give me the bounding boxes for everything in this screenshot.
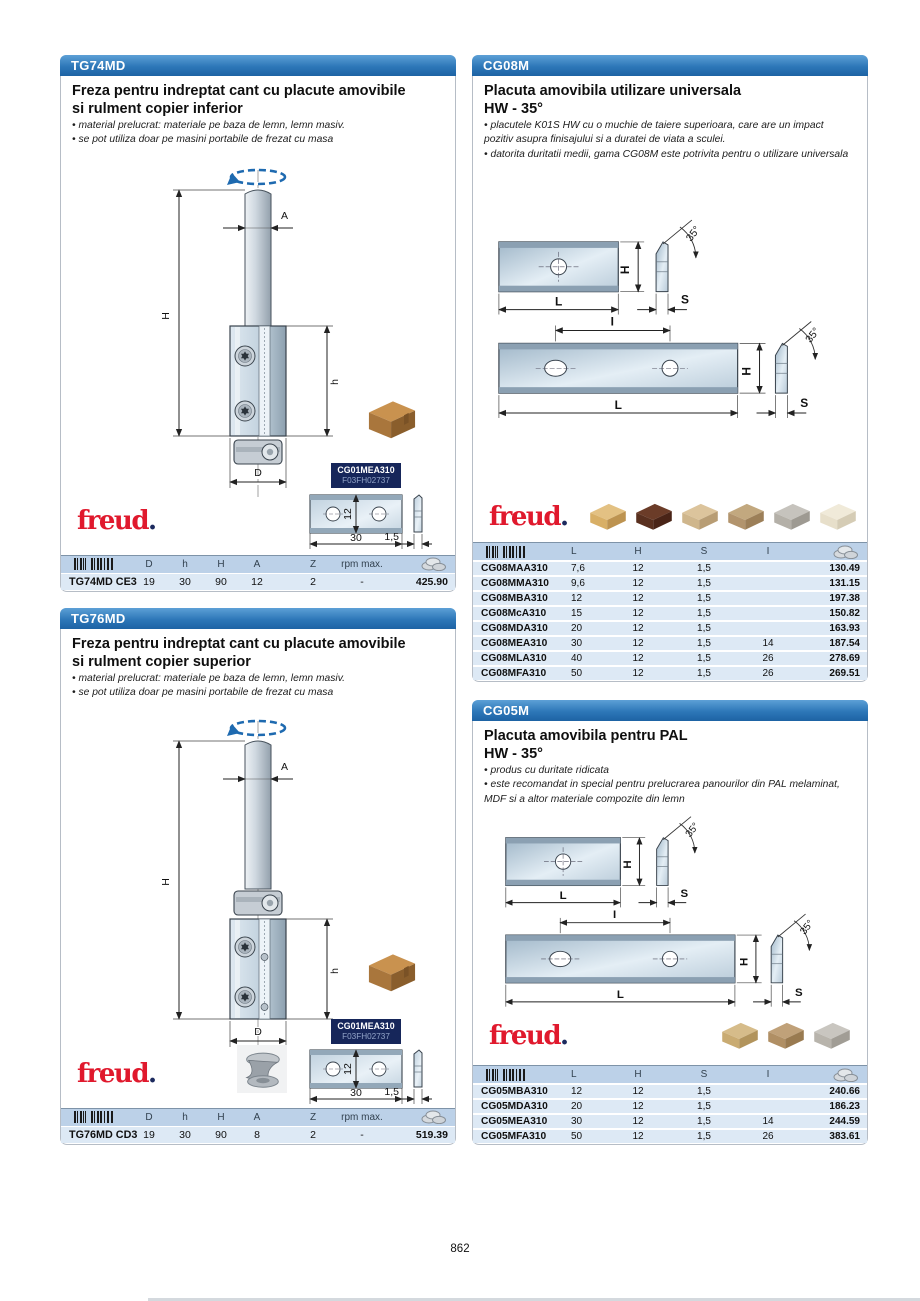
rotation-arrow-icon [227,721,285,736]
table-row: TG74MD CE3 19 30 90 12 2 - 425.90 [61,574,455,590]
svg-text:h: h [329,379,341,385]
table-header-row: L H S I [473,542,867,560]
svg-text:D: D [254,467,262,479]
table-body [473,562,867,681]
svg-text:1,5: 1,5 [384,1086,399,1098]
coins-icon [391,557,455,571]
svg-text:12: 12 [342,508,354,520]
insert-knife-diagram [304,1041,432,1111]
freud-logo: freud. [489,1021,568,1051]
svg-text:A: A [281,761,289,773]
product-title: Freza pentru indreptat cant cu placute amovibile si rulment copier inferior [72,83,406,117]
freud-logo: freud. [77,1059,156,1089]
rotation-arrow-icon [227,170,285,185]
barcode-icon [473,546,563,558]
table-row: CG05MBA310 12 12 1,5 240.66 [473,1085,867,1099]
svg-text:A: A [281,210,289,222]
table-row: CG08MEA310 30 12 1,5 14 187.54 [473,637,867,651]
wood-sample [725,500,767,532]
wood-sample [587,500,629,532]
router-bit-diagram [133,166,383,506]
svg-text:S: S [795,987,803,1000]
table-row: CG08MFA310 50 12 1,5 26 269.51 [473,667,867,681]
svg-text:35°: 35° [798,918,817,937]
svg-text:I: I [613,908,617,921]
insert-plates-diagram [481,214,859,433]
svg-text:H: H [618,265,633,275]
cutter-bottom-image [237,1045,287,1093]
svg-text:I: I [610,314,614,329]
svg-text:H: H [160,878,172,886]
product-card-tg76md [60,608,456,1145]
section-code: TG76MD [71,611,126,626]
wood-block-image [363,394,421,442]
table-row: CG08MDA310 20 12 1,5 163.93 [473,622,867,636]
svg-text:35°: 35° [684,224,703,244]
insert-plates-diagram [481,811,859,1021]
product-bullets: • material prelucrat: materiale pe baza de lemn, lemn masiv. • se pot utiliza doar pe masini portabile de frezat cu masa [72,119,443,148]
table-row: CG05MEA310 30 12 1,5 14 244.59 [473,1115,867,1129]
barcode-icon [61,1111,131,1123]
wood-sample [817,500,859,532]
section-header-tg74md [60,55,456,76]
spec-table-cg05m [473,1065,867,1143]
table-row: CG08McA310 15 12 1,5 150.82 [473,607,867,621]
table-body [61,574,455,590]
wood-sample [679,500,721,532]
copier-bearing [234,891,282,915]
spec-table-tg74md [61,555,455,591]
copier-bearing [234,440,282,464]
barcode-icon [473,1069,563,1081]
table-header-row: D h H A Z rpm max. [61,1108,455,1126]
svg-text:35°: 35° [683,820,702,840]
svg-text:S: S [800,396,809,411]
section-header-cg05m [472,700,868,721]
table-row: CG05MFA310 50 12 1,5 26 383.61 [473,1130,867,1144]
section-code: TG74MD [71,58,126,73]
table-row: CG08MBA310 12 12 1,5 197.38 [473,592,867,606]
svg-text:12: 12 [342,1063,354,1075]
torx-screw-icon [235,987,255,1007]
svg-text:L: L [614,398,622,413]
svg-text:S: S [680,292,689,307]
table-body [473,1085,867,1144]
svg-text:D: D [254,1026,262,1038]
table-row: CG08MAA310 7,6 12 1,5 130.49 [473,562,867,576]
section-header-cg08m [472,55,868,76]
wood-samples [587,500,859,532]
product-card-tg74md [60,55,456,592]
wood-sample [633,500,675,532]
plate-pin [261,954,268,961]
insert-reference-label: CG01MEA310 F03FH02737 [331,1019,401,1044]
wood-block-image [363,947,421,995]
section-header-tg76md [60,608,456,629]
plate-pin [261,1004,268,1011]
product-title: Placuta amovibila pentru PAL HW - 35° [484,728,688,762]
wood-sample [811,1019,853,1051]
section-code: CG05M [483,703,530,718]
table-row: CG08MLA310 40 12 1,5 26 278.69 [473,652,867,666]
svg-text:35°: 35° [803,326,823,346]
product-bullets: • produs cu duritate ridicata • este recomandat in special pentru prelucrarea panourilor din PAL melaminat, MDF si a altor materiale compozite din lemn [484,764,855,807]
svg-text:H: H [738,957,751,966]
svg-text:1,5: 1,5 [384,531,399,543]
wood-sample [765,1019,807,1051]
torx-screw-icon [235,937,255,957]
svg-text:H: H [621,860,634,869]
product-title: Placuta amovibila utilizare universala HW - 35° [484,83,742,117]
wood-sample [771,500,813,532]
table-row: CG08MMA310 9,6 12 1,5 131.15 [473,577,867,591]
torx-screw-icon [235,401,255,421]
coins-icon [799,1068,867,1082]
product-bullets: • material prelucrat: materiale pe baza de lemn, lemn masiv. • se pot utiliza doar pe masini portabile de frezat cu masa [72,672,443,701]
table-row: CG05MDA310 20 12 1,5 186.23 [473,1100,867,1114]
freud-logo: freud. [77,506,156,536]
svg-text:30: 30 [350,1087,362,1099]
coins-icon [799,545,867,559]
page-number: 862 [450,1243,470,1255]
router-bit-diagram [133,717,383,1057]
barcode-icon [61,558,131,570]
svg-text:L: L [554,294,563,309]
torx-screw-icon [235,346,255,366]
insert-reference-label: CG01MEA310 F03FH02737 [331,463,401,488]
product-card-cg08m [472,55,868,682]
table-body [61,1127,455,1143]
product-title: Freza pentru indreptat cant cu placute amovibile si rulment copier superior [72,636,406,670]
insert-knife-diagram [304,486,432,556]
product-card-cg05m [472,700,868,1145]
svg-text:S: S [680,887,689,900]
spec-table-tg76md [61,1108,455,1144]
product-bullets: • placutele K01S HW cu o muchie de taiere superioara, care are un impact pozitiv asupra finisajului si a duratei de viata a sculei. • datorita duritatii medii, gama CG08M este potrivita pentru o utilizare universala [484,119,855,162]
section-code: CG08M [483,58,530,73]
spec-table-cg08m [473,542,867,680]
svg-text:H: H [739,366,754,376]
shank [245,190,271,326]
svg-text:30: 30 [350,532,362,544]
wood-sample [719,1019,761,1051]
freud-logo: freud. [489,502,568,532]
shank [245,741,271,889]
svg-text:h: h [329,968,341,974]
table-row: TG76MD CD3 19 30 90 8 2 - 519.39 [61,1127,455,1143]
svg-text:L: L [559,889,567,902]
svg-text:L: L [616,989,624,1002]
wood-samples [719,1019,853,1051]
svg-text:H: H [160,312,172,320]
coins-icon [391,1110,455,1124]
table-header-row: D h H A Z rpm max. [61,555,455,573]
table-header-row: L H S I [473,1065,867,1083]
